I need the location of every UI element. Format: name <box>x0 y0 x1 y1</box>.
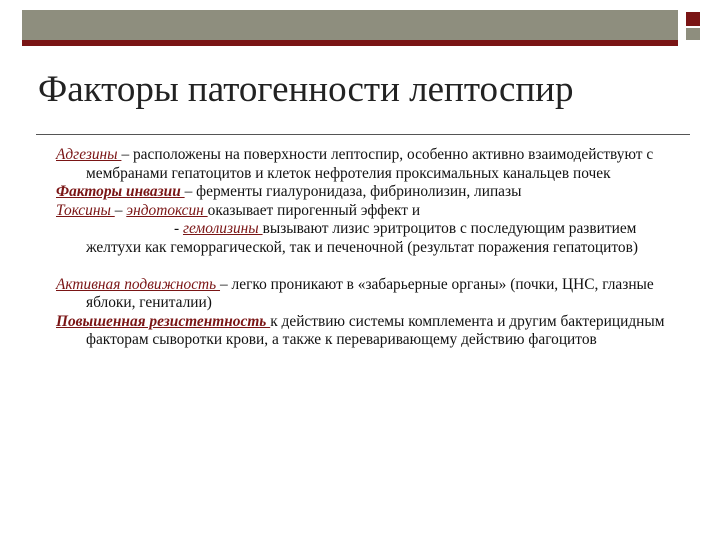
term-hemolysins: гемолизины <box>182 220 263 238</box>
term-endotoxin: эндотоксин <box>126 201 208 219</box>
slide-body <box>56 146 676 350</box>
toxins-dash: – <box>114 201 127 219</box>
item-resistance <box>56 313 676 350</box>
text-hemolysins: вызывают лизис эритроцитов с последующим развитием желтухи как геморрагической, так и печеночной (результат поражения гепатоцитов) <box>86 220 638 256</box>
hemolysins-dash: - <box>174 220 183 238</box>
item-invasion-factors <box>56 183 676 202</box>
item-hemolysins <box>56 220 676 257</box>
corner-decoration <box>686 12 700 26</box>
text-resistance: к действию системы комплемента и другим бактерицидным факторам сыворотки крови, а также к переваривающему действию фагоцитов <box>86 312 665 349</box>
item-toxins <box>56 202 676 221</box>
corner-decoration-lower <box>686 28 700 40</box>
text-motility: – легко проникают в «забарьерные органы» (почки, ЦНС, глазные яблоки, гениталии) <box>86 275 654 312</box>
item-adhesins <box>56 146 676 183</box>
term-adhesins: Адгезины <box>56 146 122 163</box>
term-invasion-factors: Факторы инвазии <box>56 183 185 201</box>
text-invasion-factors: – ферменты гиалуронидаза, фибринолизин, липазы <box>184 183 522 201</box>
term-motility: Активная подвижность <box>56 275 221 293</box>
slide-title: Факторы патогенности лептоспир <box>38 69 574 110</box>
text-adhesins: – расположены на поверхности лептоспир, особенно активно взаимодействуют с мембранами гепатоцитов и клеток нефротелия проксимальных канальцев почек <box>86 146 654 182</box>
text-endotoxin: оказывает пирогенный эффект и <box>207 201 421 219</box>
header-bar <box>22 10 678 46</box>
term-resistance: Повышенная резистентность <box>56 312 271 330</box>
item-motility <box>56 276 676 313</box>
term-toxins: Токсины <box>56 201 115 219</box>
title-divider <box>36 134 690 135</box>
